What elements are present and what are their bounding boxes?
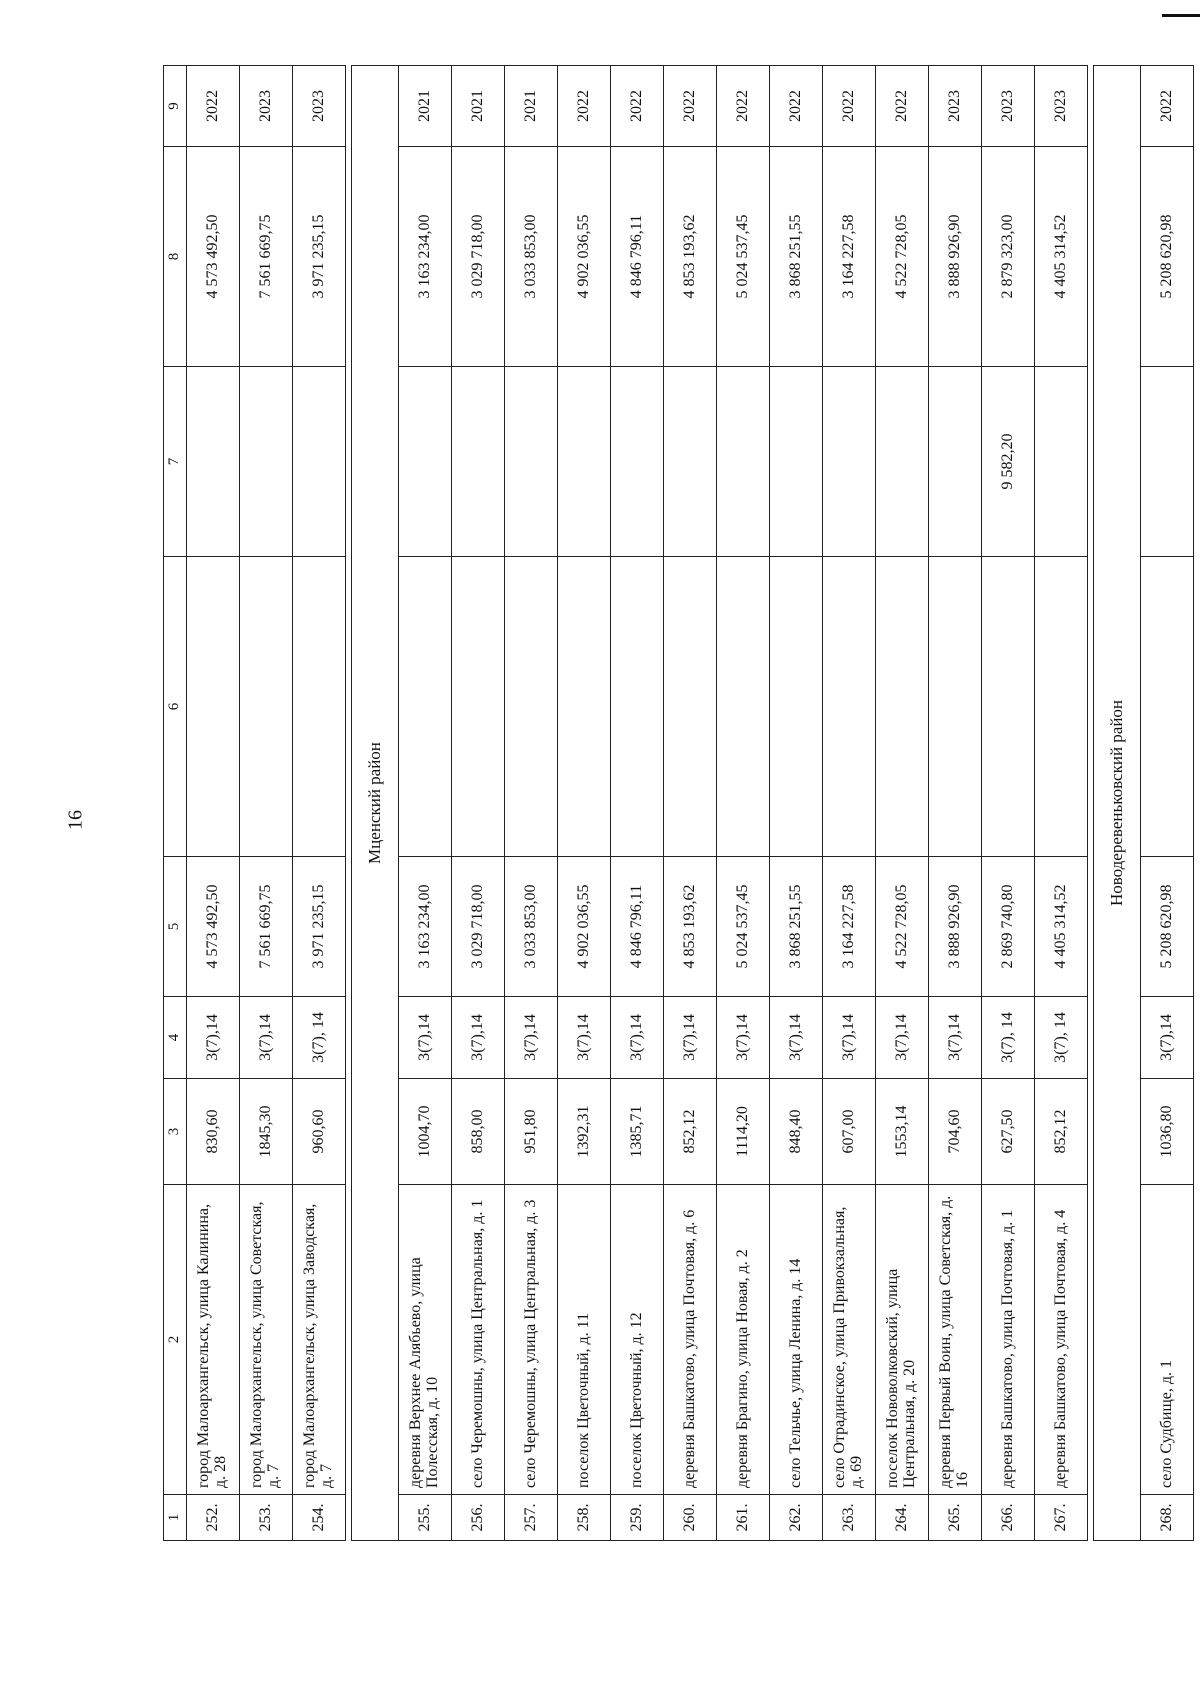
area-cell: 848,40 [770, 1079, 823, 1185]
table-row [770, 66, 823, 1541]
row-number-cell: 262. [770, 1495, 823, 1541]
year-cell: 2023 [929, 66, 982, 147]
section-heading-row [1094, 66, 1141, 1541]
column-8-cell: 3 971 235,15 [293, 147, 346, 367]
area-cell: 1036,80 [1141, 1079, 1194, 1185]
total-cost-cell: 4 405 314,52 [1035, 857, 1088, 997]
header-cell: 5 [164, 857, 187, 997]
column-7-cell: 9 582,20 [982, 367, 1035, 557]
area-cell: 960,60 [293, 1079, 346, 1185]
area-cell: 1553,14 [876, 1079, 929, 1185]
work-type-cell: 3(7),14 [452, 997, 505, 1079]
column-7-cell [187, 367, 240, 557]
column-6-cell [717, 557, 770, 857]
column-6-cell [929, 557, 982, 857]
column-8-cell: 3 164 227,58 [823, 147, 876, 367]
column-6-cell [187, 557, 240, 857]
address-cell: село Судбище, д. 1 [1141, 1185, 1194, 1495]
column-8-cell: 3 888 926,90 [929, 147, 982, 367]
address-cell: село Тельчье, улица Ленина, д. 14 [770, 1185, 823, 1495]
header-cell: 6 [164, 557, 187, 857]
column-7-cell [452, 367, 505, 557]
work-type-cell: 3(7),14 [717, 997, 770, 1079]
column-7-cell [823, 367, 876, 557]
row-number-cell: 265. [929, 1495, 982, 1541]
column-8-cell: 5 024 537,45 [717, 147, 770, 367]
row-number-cell: 256. [452, 1495, 505, 1541]
column-6-cell [399, 557, 452, 857]
year-cell: 2022 [770, 66, 823, 147]
column-6-cell [770, 557, 823, 857]
total-cost-cell: 4 853 193,62 [664, 857, 717, 997]
address-cell: село Черемошны, улица Центральная, д. 3 [505, 1185, 558, 1495]
total-cost-cell: 3 163 234,00 [399, 857, 452, 997]
column-7-cell [558, 367, 611, 557]
column-7-cell [240, 367, 293, 557]
column-6-cell [823, 557, 876, 857]
total-cost-cell: 4 902 036,55 [558, 857, 611, 997]
row-number-cell: 263. [823, 1495, 876, 1541]
work-type-cell: 3(7),14 [187, 997, 240, 1079]
area-cell: 852,12 [664, 1079, 717, 1185]
column-7-cell [876, 367, 929, 557]
column-6-cell [1141, 557, 1194, 857]
work-type-cell: 3(7),14 [1141, 997, 1194, 1079]
column-8-cell: 4 573 492,50 [187, 147, 240, 367]
work-type-cell: 3(7),14 [770, 997, 823, 1079]
work-type-cell: 3(7),14 [664, 997, 717, 1079]
column-8-cell: 3 868 251,55 [770, 147, 823, 367]
column-8-cell: 3 029 718,00 [452, 147, 505, 367]
year-cell: 2022 [717, 66, 770, 147]
work-type-cell: 3(7),14 [823, 997, 876, 1079]
year-cell: 2022 [823, 66, 876, 147]
rotated-table-container [163, 66, 1175, 1541]
area-cell: 607,00 [823, 1079, 876, 1185]
address-cell: поселок Цветочный, д. 12 [611, 1185, 664, 1495]
address-cell: город Малоархангельск, улица Калинина, д. 28 [187, 1185, 240, 1495]
column-7-cell [505, 367, 558, 557]
column-6-cell [240, 557, 293, 857]
table-row [717, 66, 770, 1541]
total-cost-cell: 4 522 728,05 [876, 857, 929, 997]
table-row [929, 66, 982, 1541]
column-7-cell [1035, 367, 1088, 557]
year-cell: 2022 [876, 66, 929, 147]
address-cell: поселок Цветочный, д. 11 [558, 1185, 611, 1495]
area-cell: 852,12 [1035, 1079, 1088, 1185]
year-cell: 2021 [399, 66, 452, 147]
work-type-cell: 3(7),14 [611, 997, 664, 1079]
header-cell: 8 [164, 147, 187, 367]
row-number-cell: 258. [558, 1495, 611, 1541]
column-8-cell: 3 033 853,00 [505, 147, 558, 367]
total-cost-cell: 5 208 620,98 [1141, 857, 1194, 997]
column-7-cell [664, 367, 717, 557]
column-6-cell [558, 557, 611, 857]
header-cell: 9 [164, 66, 187, 147]
header-row [164, 66, 187, 1541]
column-8-cell: 5 208 620,98 [1141, 147, 1194, 367]
header-cell: 2 [164, 1185, 187, 1495]
table-row [293, 66, 346, 1541]
section-heading: Новодеревеньковский район [1094, 66, 1141, 1541]
total-cost-cell: 3 868 251,55 [770, 857, 823, 997]
scan-corner-mark [1162, 14, 1200, 17]
row-number-cell: 255. [399, 1495, 452, 1541]
area-cell: 1392,31 [558, 1079, 611, 1185]
table-row [823, 66, 876, 1541]
address-cell: село Отрадинское, улица Привокзальная, д. 69 [823, 1185, 876, 1495]
table-row [876, 66, 929, 1541]
total-cost-cell: 3 033 853,00 [505, 857, 558, 997]
table-row [982, 66, 1035, 1541]
column-7-cell [770, 367, 823, 557]
area-cell: 1004,70 [399, 1079, 452, 1185]
column-6-cell [982, 557, 1035, 857]
work-type-cell: 3(7),14 [505, 997, 558, 1079]
year-cell: 2023 [1035, 66, 1088, 147]
address-cell: деревня Первый Воин, улица Советская, д. 16 [929, 1185, 982, 1495]
address-cell: деревня Брагино, улица Новая, д. 2 [717, 1185, 770, 1495]
column-8-cell: 7 561 669,75 [240, 147, 293, 367]
table-row [452, 66, 505, 1541]
total-cost-cell: 3 971 235,15 [293, 857, 346, 997]
address-cell: деревня Башкатово, улица Почтовая, д. 1 [982, 1185, 1035, 1495]
total-cost-cell: 7 561 669,75 [240, 857, 293, 997]
address-cell: город Малоархангельск, улица Советская, д. 7 [240, 1185, 293, 1495]
row-number-cell: 260. [664, 1495, 717, 1541]
year-cell: 2022 [1141, 66, 1194, 147]
year-cell: 2023 [982, 66, 1035, 147]
column-6-cell [611, 557, 664, 857]
row-number-cell: 259. [611, 1495, 664, 1541]
table-row [505, 66, 558, 1541]
row-number-cell: 267. [1035, 1495, 1088, 1541]
table-row [558, 66, 611, 1541]
total-cost-cell: 4 573 492,50 [187, 857, 240, 997]
column-7-cell [717, 367, 770, 557]
table-row [187, 66, 240, 1541]
column-8-cell: 4 405 314,52 [1035, 147, 1088, 367]
column-8-cell: 3 163 234,00 [399, 147, 452, 367]
address-cell: деревня Башкатово, улица Почтовая, д. 6 [664, 1185, 717, 1495]
address-cell: деревня Верхнее Алябьево, улица Полесская, д. 10 [399, 1185, 452, 1495]
area-cell: 627,50 [982, 1079, 1035, 1185]
column-7-cell [399, 367, 452, 557]
page-number: 16 [64, 810, 87, 830]
total-cost-cell: 5 024 537,45 [717, 857, 770, 997]
total-cost-cell: 3 888 926,90 [929, 857, 982, 997]
budget-table [163, 65, 1194, 1541]
column-6-cell [664, 557, 717, 857]
row-number-cell: 268. [1141, 1495, 1194, 1541]
row-number-cell: 266. [982, 1495, 1035, 1541]
table-row [664, 66, 717, 1541]
total-cost-cell: 3 164 227,58 [823, 857, 876, 997]
row-number-cell: 253. [240, 1495, 293, 1541]
area-cell: 1845,30 [240, 1079, 293, 1185]
work-type-cell: 3(7), 14 [1035, 997, 1088, 1079]
column-8-cell: 4 902 036,55 [558, 147, 611, 367]
column-7-cell [611, 367, 664, 557]
header-cell: 4 [164, 997, 187, 1079]
address-cell: город Малоархангельск, улица Заводская, д. 7 [293, 1185, 346, 1495]
year-cell: 2023 [293, 66, 346, 147]
work-type-cell: 3(7),14 [929, 997, 982, 1079]
area-cell: 830,60 [187, 1079, 240, 1185]
work-type-cell: 3(7),14 [558, 997, 611, 1079]
address-cell: поселок Нововолковский, улица Центральная, д. 20 [876, 1185, 929, 1495]
area-cell: 704,60 [929, 1079, 982, 1185]
section-heading-row [352, 66, 399, 1541]
table-row [611, 66, 664, 1541]
row-number-cell: 261. [717, 1495, 770, 1541]
column-6-cell [293, 557, 346, 857]
column-8-cell: 4 522 728,05 [876, 147, 929, 367]
column-7-cell [929, 367, 982, 557]
work-type-cell: 3(7),14 [240, 997, 293, 1079]
row-number-cell: 254. [293, 1495, 346, 1541]
table-row [1141, 66, 1194, 1541]
area-cell: 1385,71 [611, 1079, 664, 1185]
table-row [1035, 66, 1088, 1541]
address-cell: деревня Башкатово, улица Почтовая, д. 4 [1035, 1185, 1088, 1495]
area-cell: 1114,20 [717, 1079, 770, 1185]
total-cost-cell: 4 846 796,11 [611, 857, 664, 997]
header-cell: 3 [164, 1079, 187, 1185]
address-cell: село Черемошны, улица Центральная, д. 1 [452, 1185, 505, 1495]
section-heading: Мценский район [352, 66, 399, 1541]
column-8-cell: 4 846 796,11 [611, 147, 664, 367]
total-cost-cell: 2 869 740,80 [982, 857, 1035, 997]
year-cell: 2023 [240, 66, 293, 147]
year-cell: 2022 [664, 66, 717, 147]
year-cell: 2021 [505, 66, 558, 147]
row-number-cell: 264. [876, 1495, 929, 1541]
year-cell: 2022 [611, 66, 664, 147]
work-type-cell: 3(7), 14 [293, 997, 346, 1079]
year-cell: 2022 [558, 66, 611, 147]
area-cell: 951,80 [505, 1079, 558, 1185]
area-cell: 858,00 [452, 1079, 505, 1185]
column-6-cell [1035, 557, 1088, 857]
year-cell: 2022 [187, 66, 240, 147]
year-cell: 2021 [452, 66, 505, 147]
table-row [399, 66, 452, 1541]
header-cell: 7 [164, 367, 187, 557]
work-type-cell: 3(7), 14 [982, 997, 1035, 1079]
column-8-cell: 2 879 323,00 [982, 147, 1035, 367]
work-type-cell: 3(7),14 [399, 997, 452, 1079]
column-7-cell [293, 367, 346, 557]
column-7-cell [1141, 367, 1194, 557]
column-6-cell [505, 557, 558, 857]
row-number-cell: 257. [505, 1495, 558, 1541]
total-cost-cell: 3 029 718,00 [452, 857, 505, 997]
header-cell: 1 [164, 1495, 187, 1541]
column-6-cell [876, 557, 929, 857]
row-number-cell: 252. [187, 1495, 240, 1541]
work-type-cell: 3(7),14 [876, 997, 929, 1079]
column-6-cell [452, 557, 505, 857]
column-8-cell: 4 853 193,62 [664, 147, 717, 367]
table-row [240, 66, 293, 1541]
